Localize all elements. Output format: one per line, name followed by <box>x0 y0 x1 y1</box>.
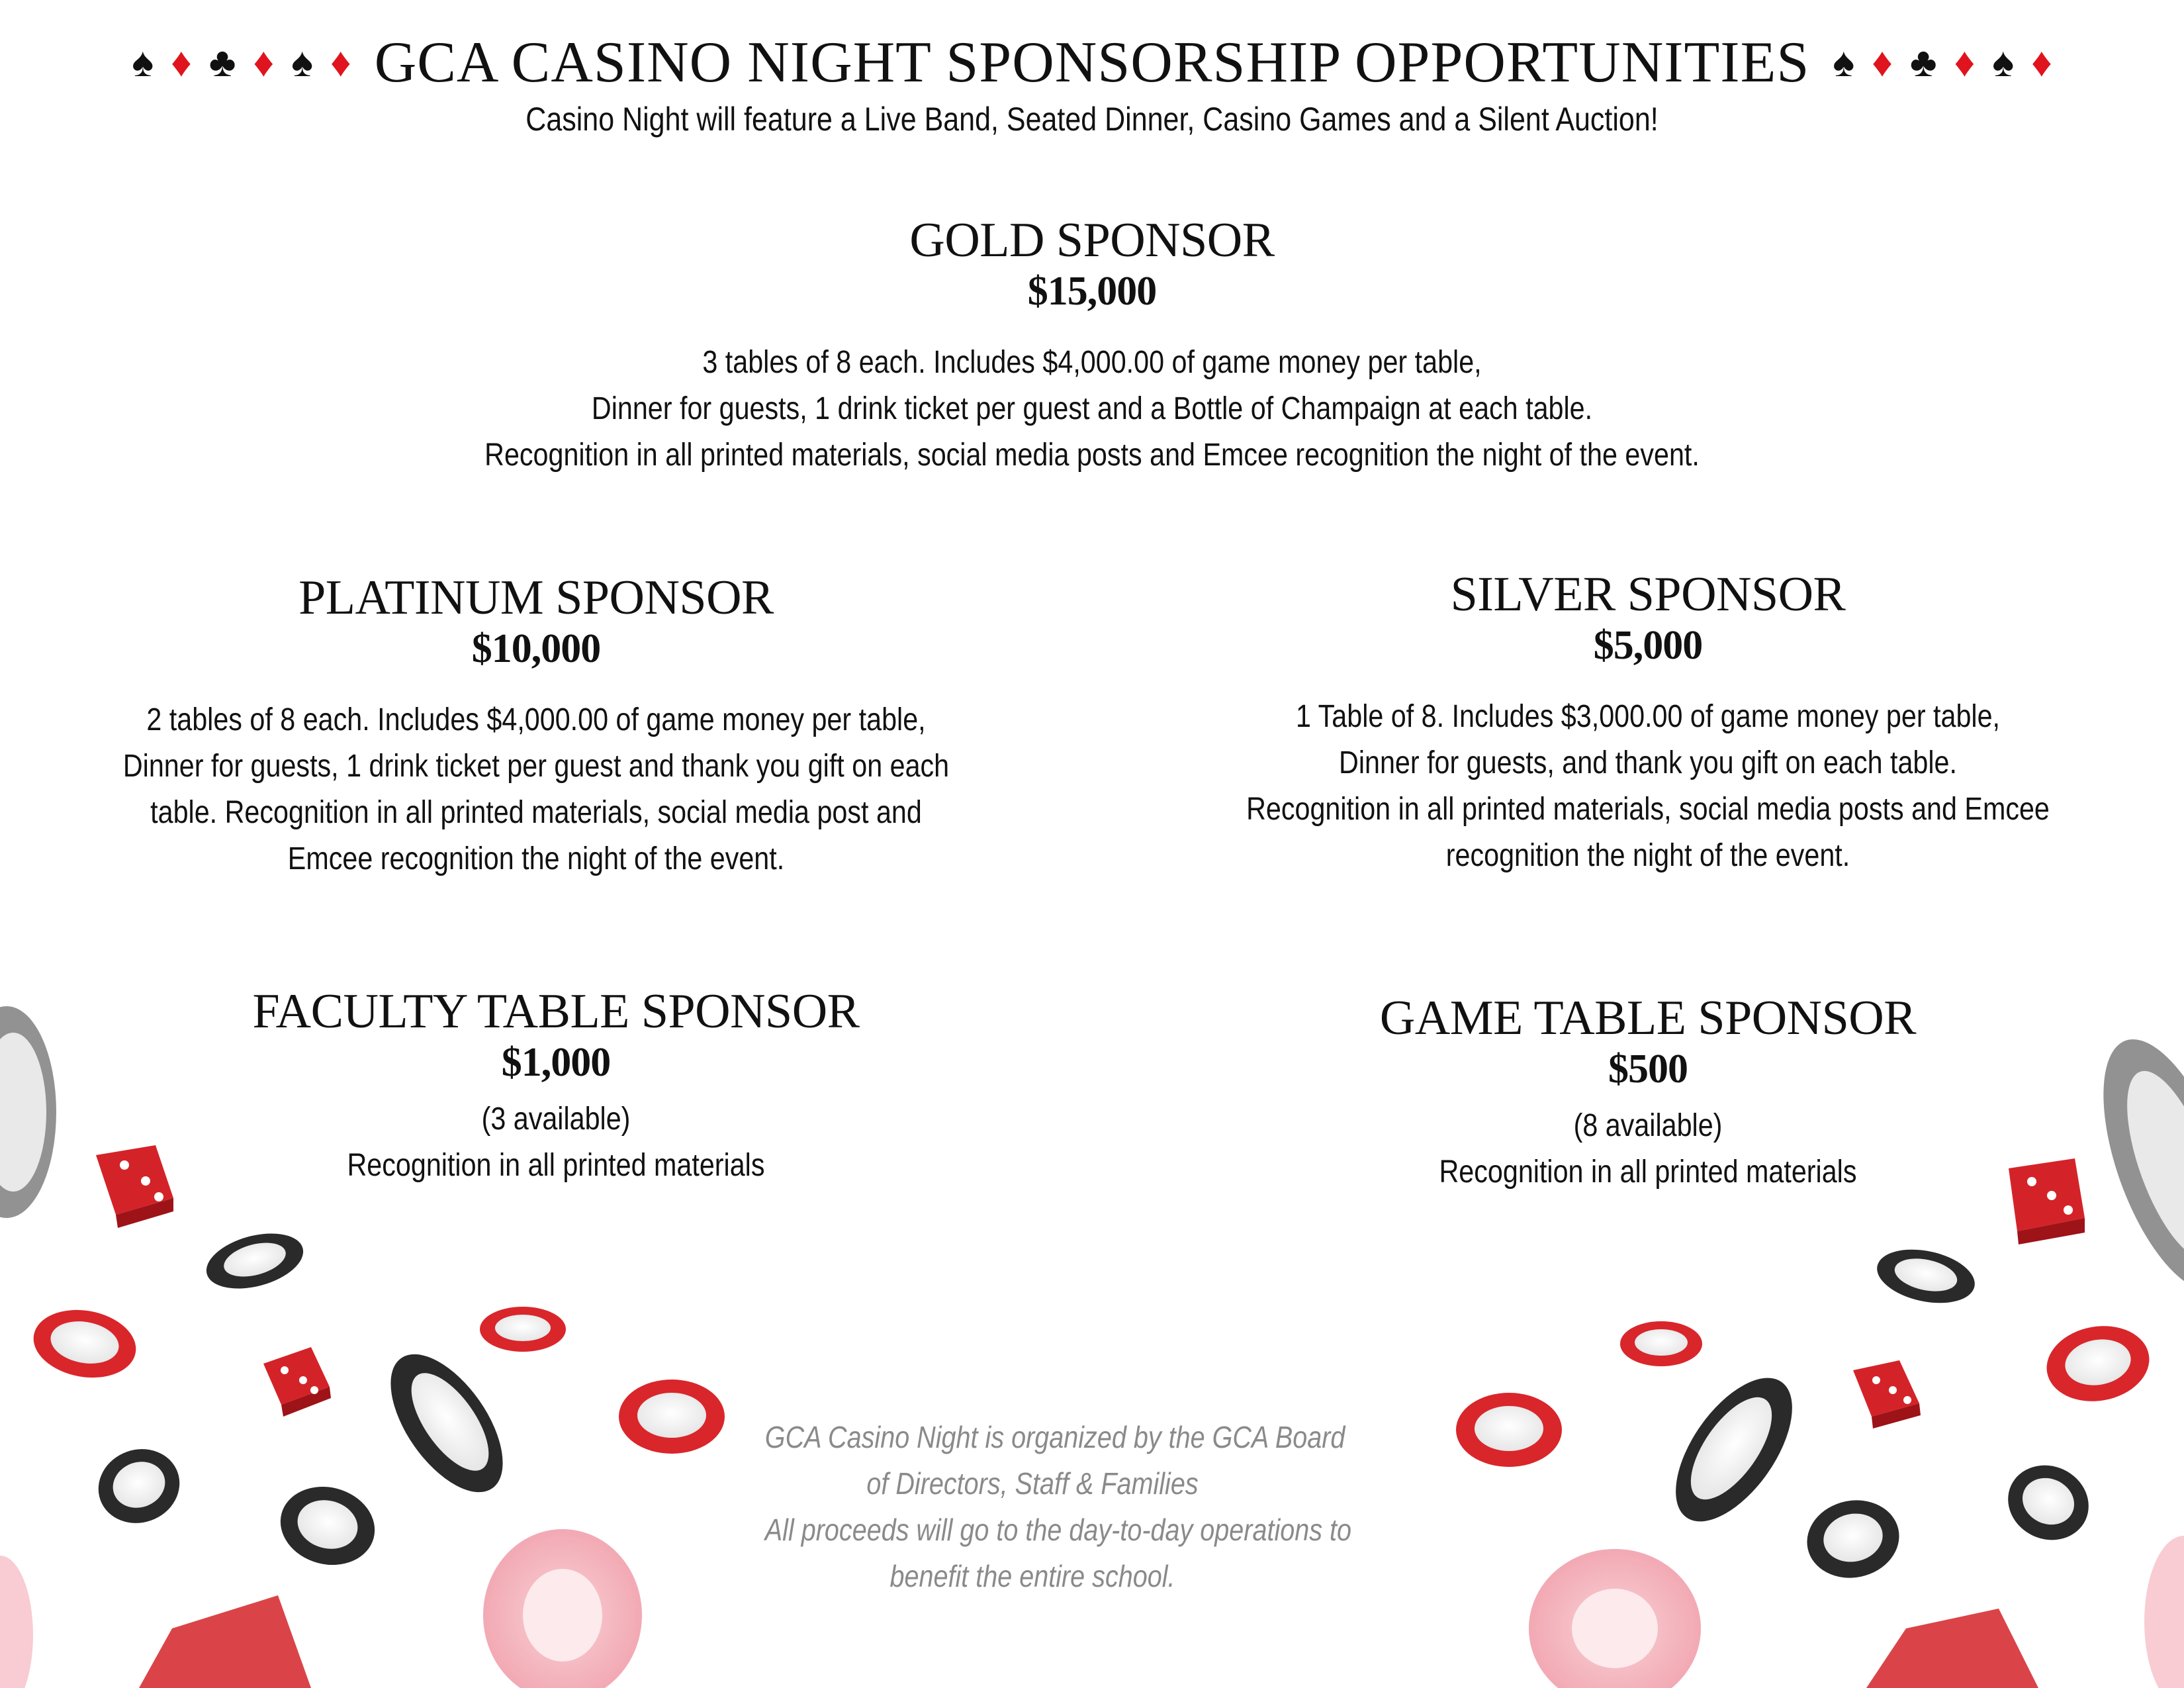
organizer-note-line-1: GCA Casino Night is organized by the GCA Board <box>764 1420 1345 1454</box>
silver-line-2: Dinner for guests, and thank you gift on each table. <box>1339 745 1957 781</box>
black-poker-chip-icon <box>201 1224 310 1298</box>
game-table-line-1: (8 available) <box>1573 1108 1723 1144</box>
diamond-suit-icon: ♦ <box>330 40 351 85</box>
gold-line-3: Recognition in all printed materials, social media posts and Emcee recognition the night of the event. <box>484 438 1700 473</box>
gold-sponsor-price: $15,000 <box>1027 268 1157 314</box>
left-suit-row <box>123 42 359 83</box>
red-poker-chip-icon <box>2144 1536 2184 1688</box>
black-poker-chip-icon <box>0 1006 56 1218</box>
platinum-sponsor-description <box>103 697 968 882</box>
organizer-note-line-2: of Directors, Staff & Families <box>866 1466 1199 1501</box>
black-poker-chip-icon <box>2075 1023 2184 1308</box>
gold-line-1: 3 tables of 8 each. Includes $4,000.00 of game money per table, <box>702 345 1482 381</box>
silver-line-3: Recognition in all printed materials, social media posts and Emcee <box>1246 792 2050 827</box>
red-poker-chip-icon <box>0 1556 33 1688</box>
game-table-sponsor-description <box>1312 1103 1984 1196</box>
game-table-sponsor-section <box>1257 993 2038 1196</box>
gold-sponsor-section <box>364 215 1820 479</box>
diamond-suit-icon: ♦ <box>171 40 192 85</box>
black-poker-chip-icon <box>1653 1358 1815 1541</box>
red-dice-icon <box>139 1595 311 1688</box>
black-poker-chip-icon <box>1799 1492 1906 1587</box>
red-poker-chip-icon <box>28 1302 142 1385</box>
page-title: GCA CASINO NIGHT SPONSORSHIP OPPORTUNITIES <box>374 30 1810 95</box>
gold-sponsor-description <box>466 340 1718 479</box>
red-dice-icon <box>263 1347 331 1417</box>
black-poker-chip-icon <box>1996 1452 2101 1553</box>
silver-sponsor-section <box>1125 569 2171 879</box>
silver-sponsor-price: $5,000 <box>1593 622 1703 668</box>
platinum-sponsor-title: PLATINUM SPONSOR <box>298 571 774 625</box>
silver-line-4: recognition the night of the event. <box>1445 838 1850 874</box>
spade-suit-icon: ♠ <box>132 40 154 85</box>
page-subtitle: Casino Night will feature a Live Band, Seated Dinner, Casino Games and a Silent Auction! <box>525 101 1659 138</box>
spade-suit-icon: ♠ <box>291 40 314 85</box>
club-suit-icon: ♣ <box>1909 40 1937 85</box>
silver-sponsor-description <box>1199 694 2098 879</box>
silver-line-1: 1 Table of 8. Includes $3,000.00 of game money per table, <box>1295 699 2001 735</box>
game-table-sponsor-price: $500 <box>1608 1046 1688 1092</box>
black-poker-chip-icon <box>369 1335 525 1511</box>
header <box>0 20 2184 106</box>
gold-line-2: Dinner for guests, 1 drink ticket per guest and a Bottle of Champaign at each table. <box>591 391 1593 427</box>
diamond-suit-icon: ♦ <box>1872 40 1893 85</box>
platinum-line-3: table. Recognition in all printed materials, social media post and <box>150 795 922 831</box>
red-poker-chip-icon <box>480 1307 566 1352</box>
right-suit-row <box>1824 42 2060 83</box>
club-suit-icon: ♣ <box>208 40 236 85</box>
organizer-note-line-4: benefit the entire school. <box>889 1559 1175 1593</box>
platinum-line-1: 2 tables of 8 each. Includes $4,000.00 of game money per table, <box>146 702 926 738</box>
red-poker-chip-icon <box>1456 1393 1562 1467</box>
platinum-line-4: Emcee recognition the night of the event. <box>287 841 785 877</box>
faculty-line-2: Recognition in all printed materials <box>347 1148 765 1184</box>
red-poker-chip-icon <box>1529 1549 1701 1688</box>
organizer-note-line-3: All proceeds will go to the day-to-day operations to <box>764 1513 1352 1547</box>
silver-sponsor-title: SILVER SPONSOR <box>1450 567 1846 622</box>
faculty-sponsor-description <box>214 1096 897 1189</box>
faculty-sponsor-price: $1,000 <box>501 1039 611 1085</box>
platinum-line-2: Dinner for guests, 1 drink ticket per guest and thank you gift on each <box>122 749 950 784</box>
spade-suit-icon: ♠ <box>1833 40 1855 85</box>
black-poker-chip-icon <box>1872 1241 1980 1311</box>
faculty-table-sponsor-section <box>159 986 953 1189</box>
red-dice-icon <box>1853 1360 1921 1429</box>
red-poker-chip-icon <box>2040 1318 2155 1409</box>
red-poker-chip-icon <box>619 1380 725 1454</box>
red-poker-chip-icon <box>1620 1321 1702 1366</box>
game-table-sponsor-title: GAME TABLE SPONSOR <box>1379 991 1917 1045</box>
gold-sponsor-title: GOLD SPONSOR <box>909 213 1275 267</box>
game-table-line-2: Recognition in all printed materials <box>1439 1154 1857 1190</box>
platinum-sponsor-price: $10,000 <box>471 626 601 671</box>
diamond-suit-icon: ♦ <box>253 40 275 85</box>
platinum-sponsor-section <box>33 573 1039 882</box>
faculty-line-1: (3 available) <box>481 1102 631 1137</box>
spade-suit-icon: ♠ <box>1992 40 2015 85</box>
faculty-sponsor-title: FACULTY TABLE SPONSOR <box>252 984 860 1039</box>
black-poker-chip-icon <box>271 1476 383 1575</box>
organizer-note <box>764 1414 1352 1599</box>
black-poker-chip-icon <box>88 1438 190 1534</box>
red-poker-chip-icon <box>483 1529 642 1688</box>
red-dice-icon <box>1866 1609 2038 1688</box>
diamond-suit-icon: ♦ <box>2031 40 2052 85</box>
diamond-suit-icon: ♦ <box>1954 40 1976 85</box>
